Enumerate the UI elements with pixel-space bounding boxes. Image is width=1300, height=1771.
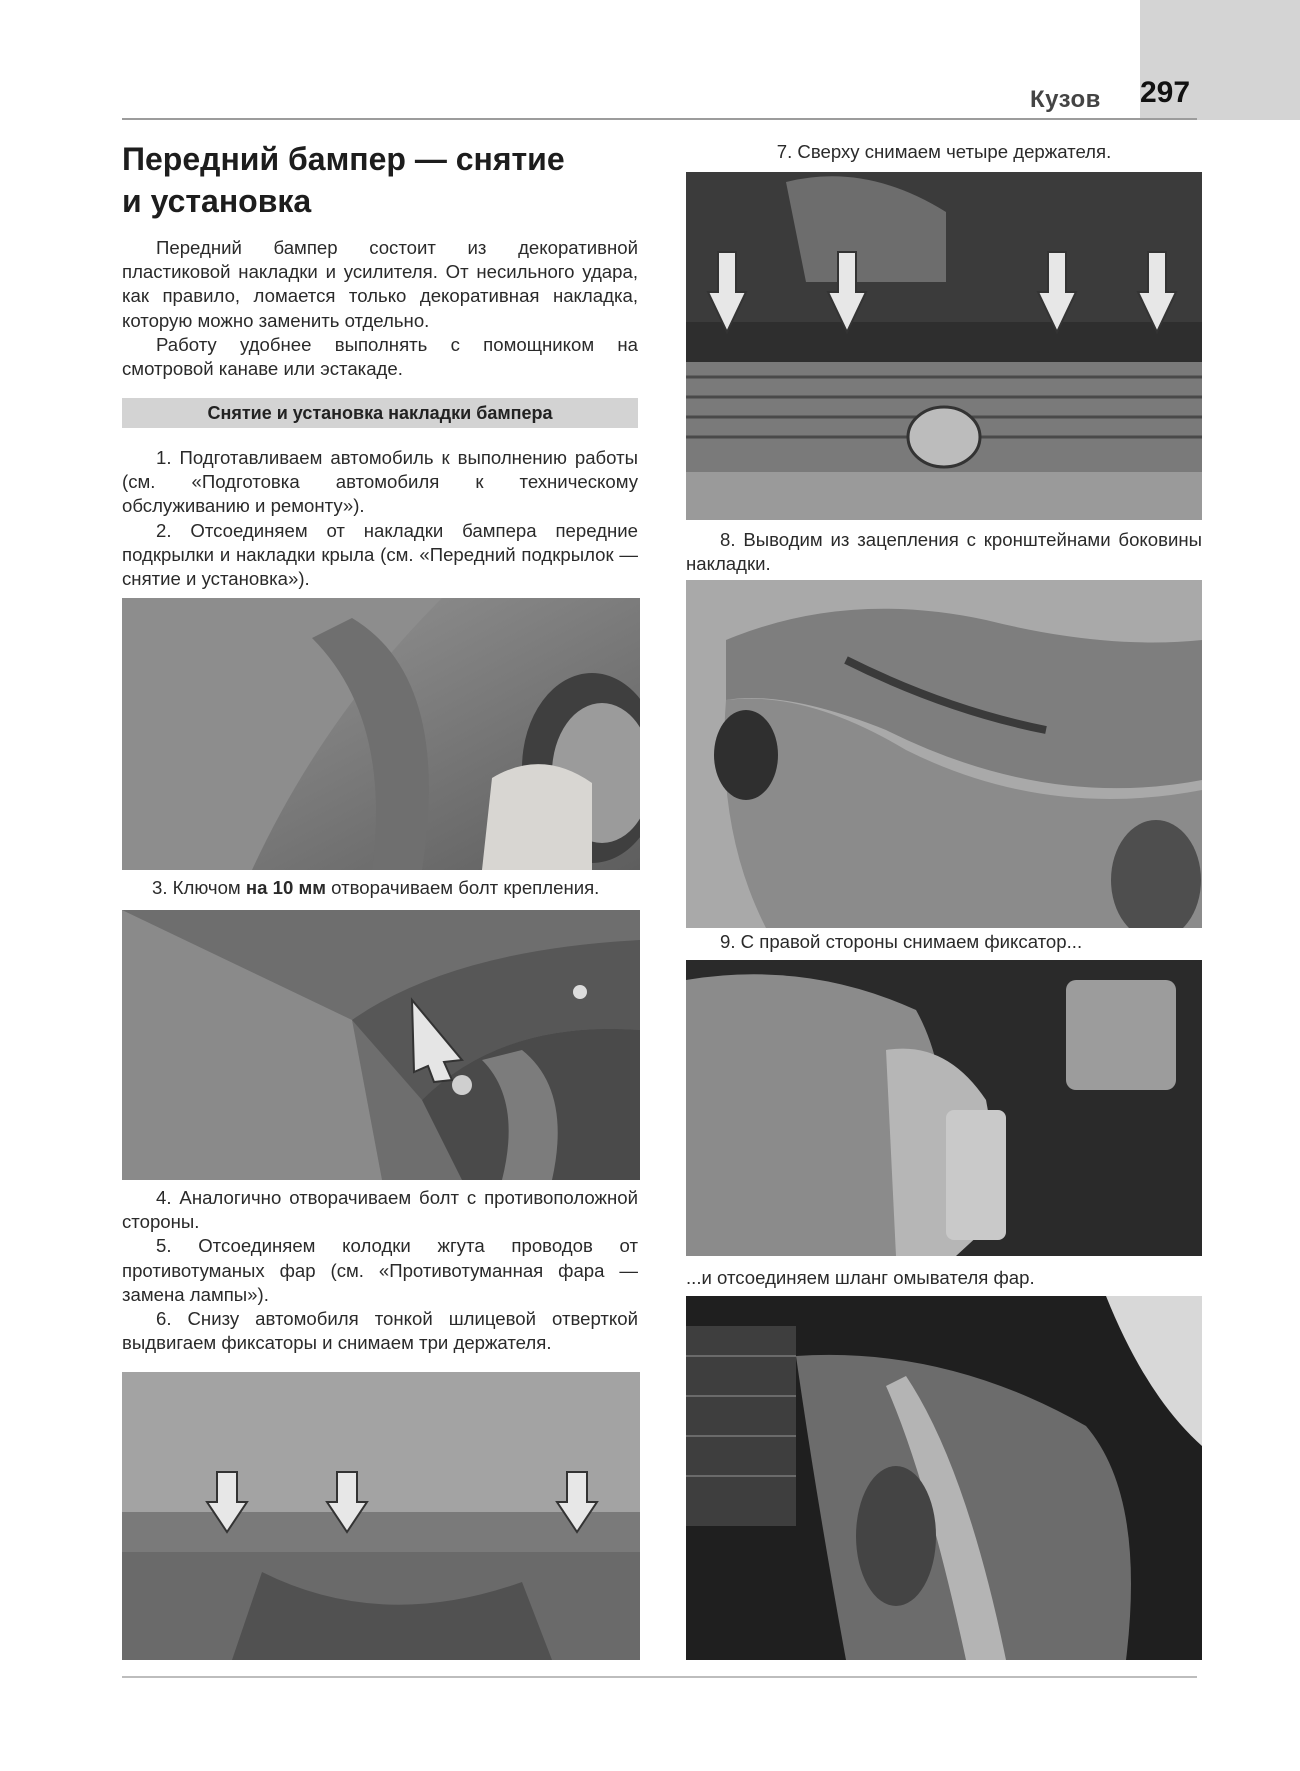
step-9b: ...и отсоединяем шланг омывателя фар. [686,1267,1035,1288]
steps-4-6 [122,1186,638,1355]
title-line-1: Передний бампер — снятие [122,141,565,177]
caption-step-8 [686,528,1202,576]
step-4: 4. Аналогично отворачиваем болт с противоположной стороны. [122,1187,638,1233]
steps-1-2 [122,446,638,591]
step-6: 6. Снизу автомобиля тонкой шлицевой отверткой выдвигаем фиксаторы и снимаем три держателя. [122,1308,638,1354]
intro-text [122,236,638,381]
photo-step-2 [122,598,640,870]
step-3-bold: на 10 мм [245,877,326,898]
page-title [122,138,642,222]
subsection-heading: Снятие и установка накладки бампера [122,398,638,428]
caption-step-7 [686,140,1202,164]
step-8: 8. Выводим из зацепления с кронштейнами боковины накладки. [686,529,1202,575]
caption-step-3 [122,876,638,900]
photo-step-9b [686,1296,1202,1660]
caption-step-9 [686,930,1202,954]
intro-paragraph: Работу удобнее выполнять с помощником на смотровой канаве или эстакаде. [122,333,638,380]
page-number: 297 [1140,76,1191,109]
header-rule [122,118,1197,120]
step-3-text: 3. Ключом [152,877,246,898]
photo-step-7 [686,172,1202,520]
footer-rule [122,1676,1197,1678]
step-9: 9. С правой стороны снимаем фиксатор... [720,931,1083,952]
photo-step-9 [686,960,1202,1256]
running-header-section: Кузов [1030,86,1101,113]
title-line-2: и установка [122,183,312,219]
photo-step-6 [122,1372,640,1660]
step-2: 2. Отсоединяем от накладки бампера передние подкрылки и накладки крыла (см. «Передний подкрылок — снятие и установка»). [122,519,638,590]
step-7: 7. Сверху снимаем четыре держателя. [776,141,1112,162]
caption-step-9b [686,1266,1202,1290]
photo-step-8 [686,580,1202,928]
photo-step-3 [122,910,640,1180]
step-5: 5. Отсоединяем колодки жгута проводов от противотуманых фар (см. «Противотуманная фара — замена лампы»). [122,1235,638,1305]
step-3-text-end: отворачиваем болт крепления. [325,877,600,898]
intro-paragraph: Передний бампер состоит из декоративной пластиковой накладки и усилителя. От несильного удара, как правило, ломается только декоративная накладка, которую можно заменить отдельно. [122,237,638,331]
step-1: 1. Подготавливаем автомобиль к выполнению работы (см. «Подготовка автомобиля к техническому обслуживанию и ремонту»). [122,447,638,517]
